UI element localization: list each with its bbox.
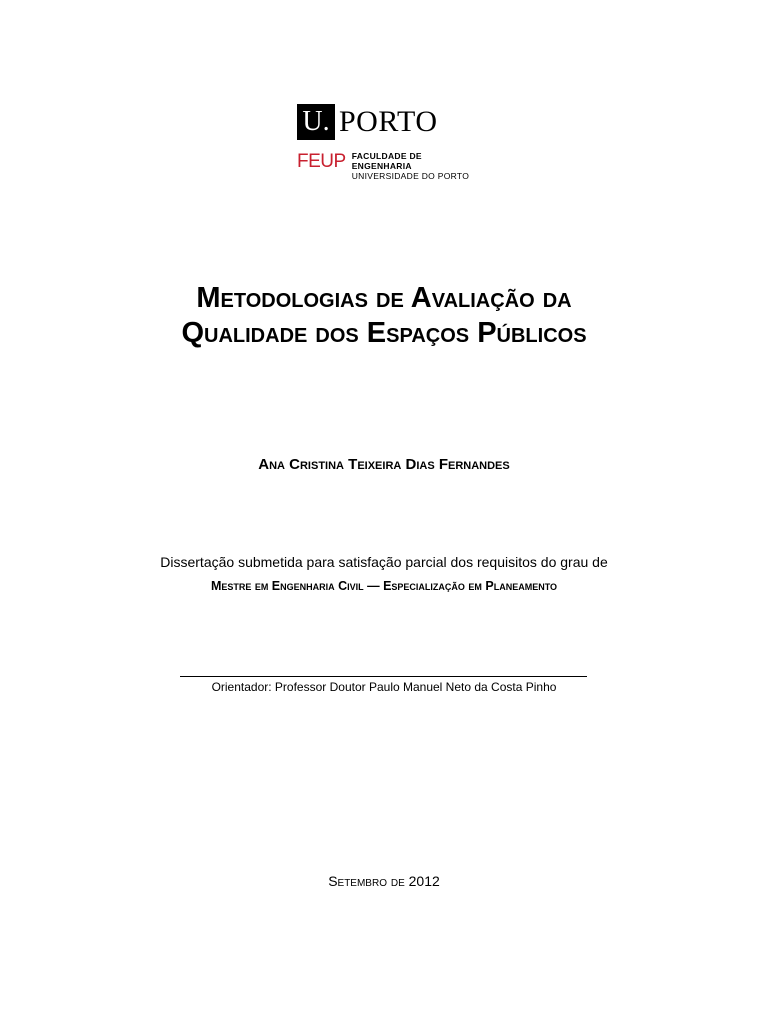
feup-acronym: FEUP	[297, 151, 346, 172]
faculty-name	[352, 151, 477, 181]
dissertation-statement: Dissertação submetida para satisfação parcial dos requisitos do grau de	[160, 554, 608, 570]
faculty-line-1: FACULDADE DE ENGENHARIA	[351, 151, 422, 171]
u-porto-feup-logo	[297, 104, 477, 181]
logo-porto-text: PORTO	[339, 105, 438, 138]
submission-date: Setembro de 2012	[328, 873, 440, 889]
thesis-title-line-2: Qualidade dos Espaços Públicos	[181, 317, 587, 349]
uporto-wordmark	[297, 104, 438, 140]
advisor-line: Orientador: Professor Doutor Paulo Manuel Neto da Costa Pinho	[211, 680, 557, 694]
degree-name: Mestre em Engenharia Civil — Especialização em Planeamento	[210, 579, 558, 593]
feup-row	[297, 151, 477, 181]
author-name: Ana Cristina Teixeira Dias Fernandes	[258, 456, 510, 473]
logo-u-box: U.	[297, 104, 335, 140]
thesis-title-line-1: Metodologias de Avaliação da	[196, 282, 572, 314]
faculty-line-2: UNIVERSIDADE DO PORTO	[351, 171, 470, 181]
signature-rule	[180, 676, 587, 677]
